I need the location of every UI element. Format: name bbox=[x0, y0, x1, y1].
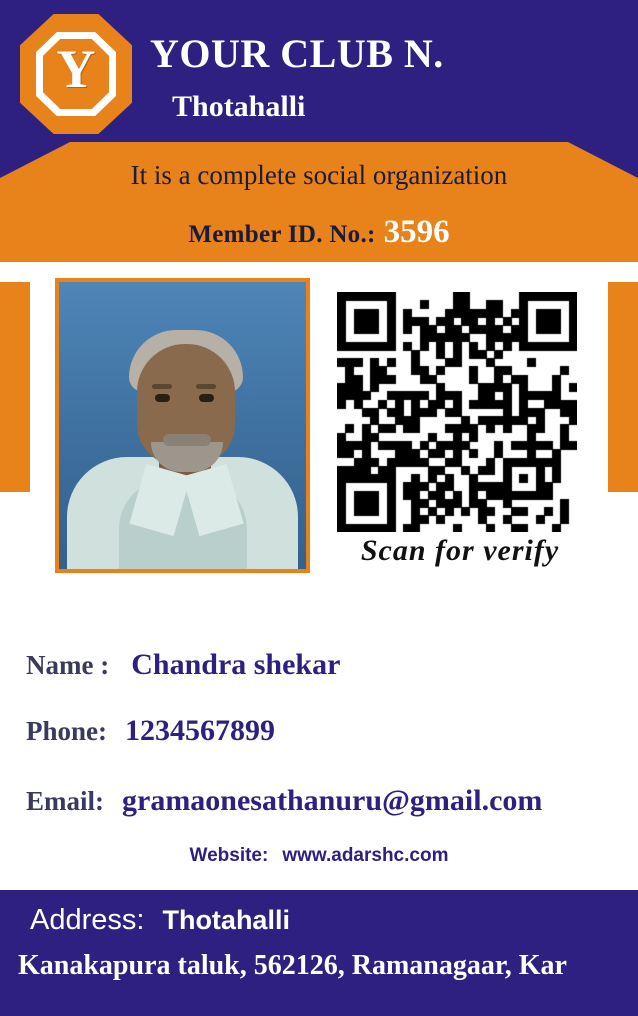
field-phone-value: 1234567899 bbox=[125, 714, 275, 747]
address-value: Thotahalli bbox=[162, 905, 290, 935]
qr-code[interactable] bbox=[337, 292, 577, 532]
field-email-label: Email: bbox=[26, 786, 104, 816]
field-name-label: Name : bbox=[26, 650, 110, 680]
member-photo bbox=[55, 278, 310, 573]
website-label: Website: bbox=[189, 845, 269, 866]
card-footer bbox=[0, 890, 638, 1016]
field-email bbox=[26, 784, 542, 818]
field-email-value: gramaonesathanuru@gmail.com bbox=[122, 784, 543, 817]
card-header bbox=[0, 0, 638, 142]
member-id-value: 3596 bbox=[383, 214, 450, 250]
side-tab-right bbox=[608, 282, 638, 492]
photo-eye-right bbox=[199, 394, 214, 402]
field-phone-label: Phone: bbox=[26, 716, 107, 746]
website-link[interactable]: www.adarshc.com bbox=[282, 845, 449, 866]
member-id-label: Member ID. No.: bbox=[188, 221, 376, 248]
qr-caption: Scan for verify bbox=[360, 534, 560, 567]
club-logo bbox=[20, 14, 132, 134]
member-id-row bbox=[0, 214, 638, 251]
photo-eye-left bbox=[155, 394, 170, 402]
club-tagline: It is a complete social organization bbox=[130, 160, 508, 190]
photo-mustache bbox=[163, 434, 211, 446]
field-name bbox=[26, 648, 340, 682]
address-line-2: Kanakapura taluk, 562126, Ramanagaar, Kar bbox=[18, 950, 567, 981]
photo-eyebrow-left bbox=[152, 384, 172, 389]
logo-letter: Y bbox=[56, 39, 96, 99]
field-name-value: Chandra shekar bbox=[131, 648, 341, 681]
website-row bbox=[0, 845, 638, 867]
club-title: YOUR CLUB N. bbox=[150, 31, 444, 76]
photo-eyebrow-right bbox=[196, 384, 216, 389]
club-subtitle: Thotahalli bbox=[172, 90, 306, 123]
field-phone bbox=[26, 714, 275, 748]
side-tab-left bbox=[0, 282, 30, 492]
address-row bbox=[30, 904, 290, 937]
address-label: Address: bbox=[30, 904, 145, 936]
